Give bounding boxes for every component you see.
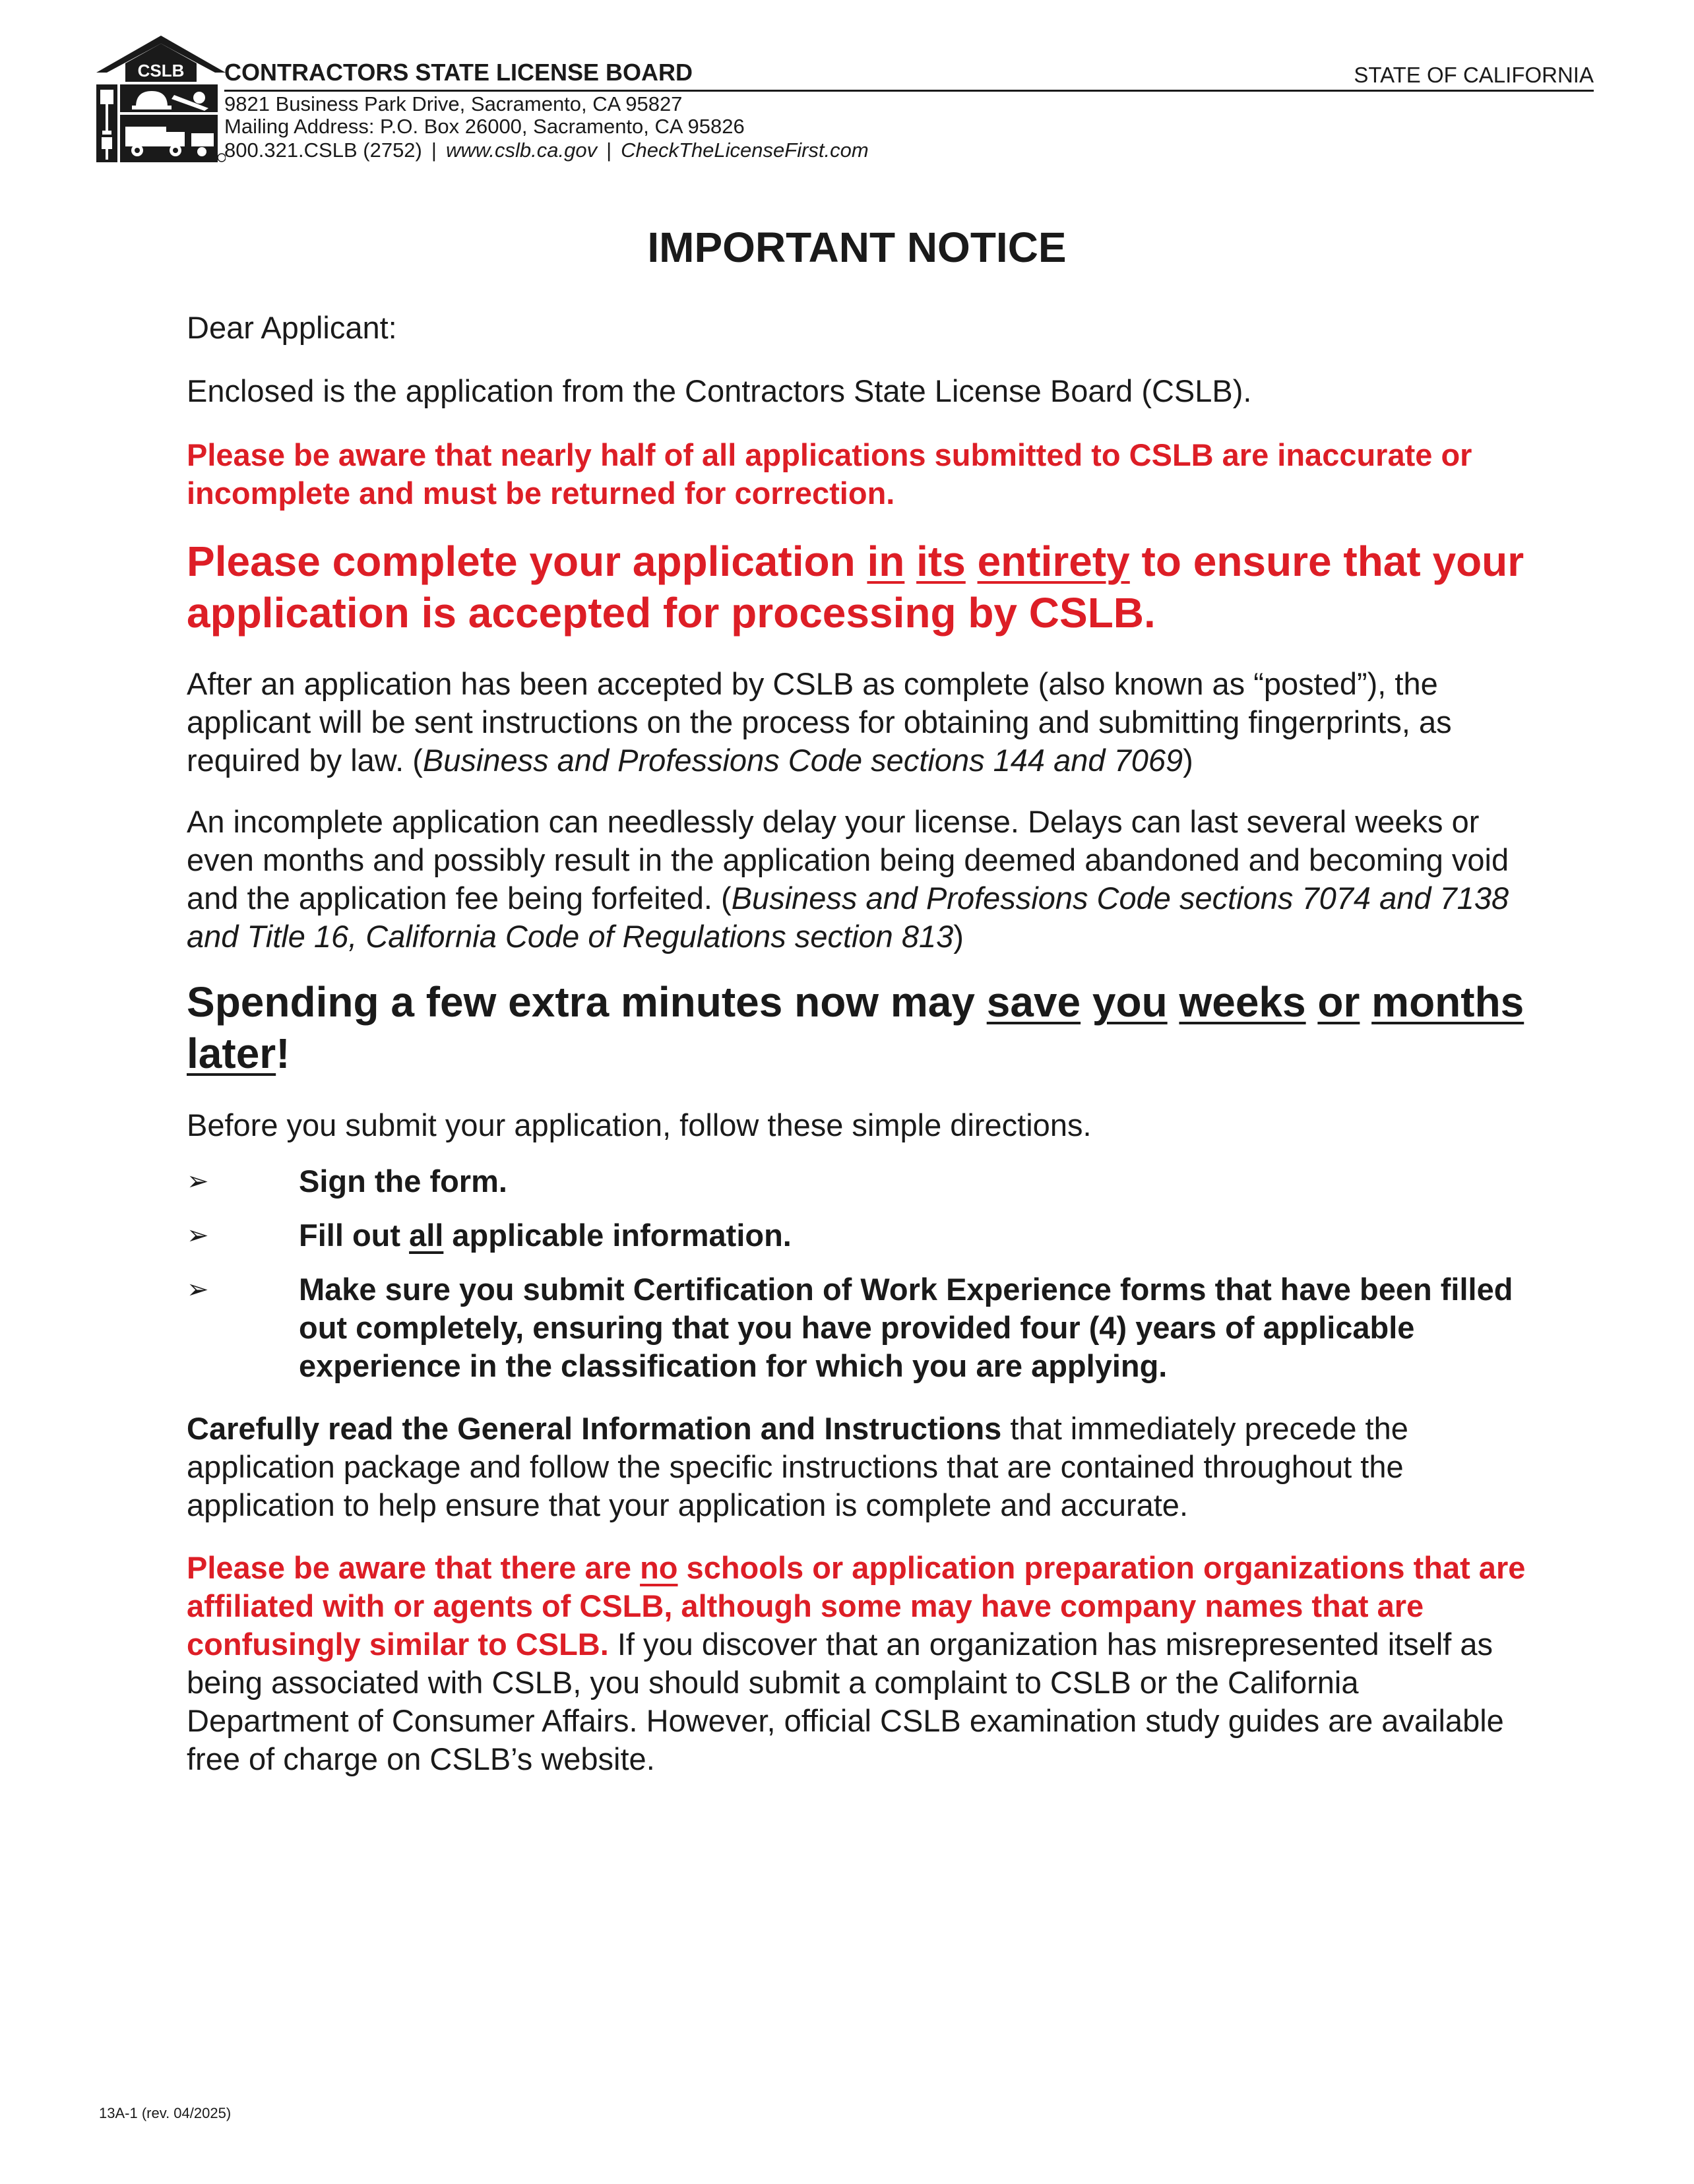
arrow-bullet-icon: ➢ (187, 1167, 209, 1196)
cslb-logo (96, 34, 226, 164)
spending-callout: Spending a few extra minutes now may save you weeks or months later! (187, 978, 1524, 1077)
schools-warning: Please be aware that there are no schools or application preparation organizations that are affiliated with or agents of CSLB, although some may have company names that are confusingly similar to CSLB. If you discover that an organization has misrepresented itself as being associated with CSLB, you should submit a complaint to CSLB or the California Department of Consumer Affairs. However, official CSLB examination study guides are available free of charge on CSLB’s website. (187, 1550, 1526, 1776)
list-item-text: Fill out all applicable information. (299, 1218, 792, 1253)
accuracy-warning: Please be aware that nearly half of all applications submitted to CSLB are inaccurate or incomplete and must be returned for correction. (187, 437, 1472, 511)
org-name: CONTRACTORS STATE LICENSE BOARD (224, 59, 693, 86)
enclosed-paragraph: Enclosed is the application from the Contractors State License Board (CSLB). (187, 373, 1252, 408)
incomplete-paragraph: An incomplete application can needlessly delay your license. Delays can last several weeks or even months and possibly result in the application being deemed abandoned and becoming void and the application fee being forfeited. (Business and Professions Code sections 7074 and 7138 and Title 16, California Code of Regulations section 813) (187, 804, 1509, 954)
contact-line (224, 139, 869, 162)
instructions-paragraph: Carefully read the General Information and Instructions that immediately precede the application package and follow the specific instructions that are contained throughout the application to help ensure that your application is complete and accurate. (187, 1411, 1408, 1522)
separator: | (431, 139, 437, 162)
posted-paragraph: After an application has been accepted by CSLB as complete (also known as “posted”), the applicant will be sent instructions on the process for obtaining and submitting fingerprints, as required by law. (Business and Professions Code sections 144 and 7069) (187, 666, 1452, 778)
form-revision: 13A-1 (rev. 04/2025) (99, 2105, 232, 2121)
citation: Business and Professions Code sections 7074 and 7138 and Title 16, California Code of Regulations section 813 (187, 881, 1509, 954)
separator: | (606, 139, 612, 162)
directions-intro: Before you submit your application, follow these simple directions. (187, 1108, 1092, 1142)
mailing-address: Mailing Address: P.O. Box 26000, Sacramento, CA 95826 (224, 115, 745, 138)
street-address: 9821 Business Park Drive, Sacramento, CA 95827 (224, 92, 683, 115)
svg-text:CSLB: CSLB (137, 61, 185, 80)
list-item-text: Sign the form. (299, 1164, 507, 1199)
page-title: IMPORTANT NOTICE (647, 224, 1067, 271)
check-license-link[interactable]: CheckTheLicenseFirst.com (621, 139, 869, 162)
greeting: Dear Applicant: (187, 310, 397, 345)
website-link[interactable]: www.cslb.ca.gov (445, 139, 598, 162)
citation: Business and Professions Code sections 144 and 7069 (422, 743, 1183, 778)
header-rule (224, 90, 1594, 92)
complete-entirety-callout: Please complete your application in its entirety to ensure that your application is accepted for processing by CSLB. (187, 538, 1524, 637)
phone-number: 800.321.CSLB (2752) (224, 139, 422, 162)
arrow-bullet-icon: ➢ (187, 1275, 209, 1304)
state-name: STATE OF CALIFORNIA (1354, 63, 1594, 87)
list-item-text: Make sure you submit Certification of Work Experience forms that have been filled out completely, ensuring that you have provided four (4) years of applicable experience in the classification for which you are applying. (299, 1272, 1513, 1383)
arrow-bullet-icon: ➢ (187, 1221, 209, 1250)
